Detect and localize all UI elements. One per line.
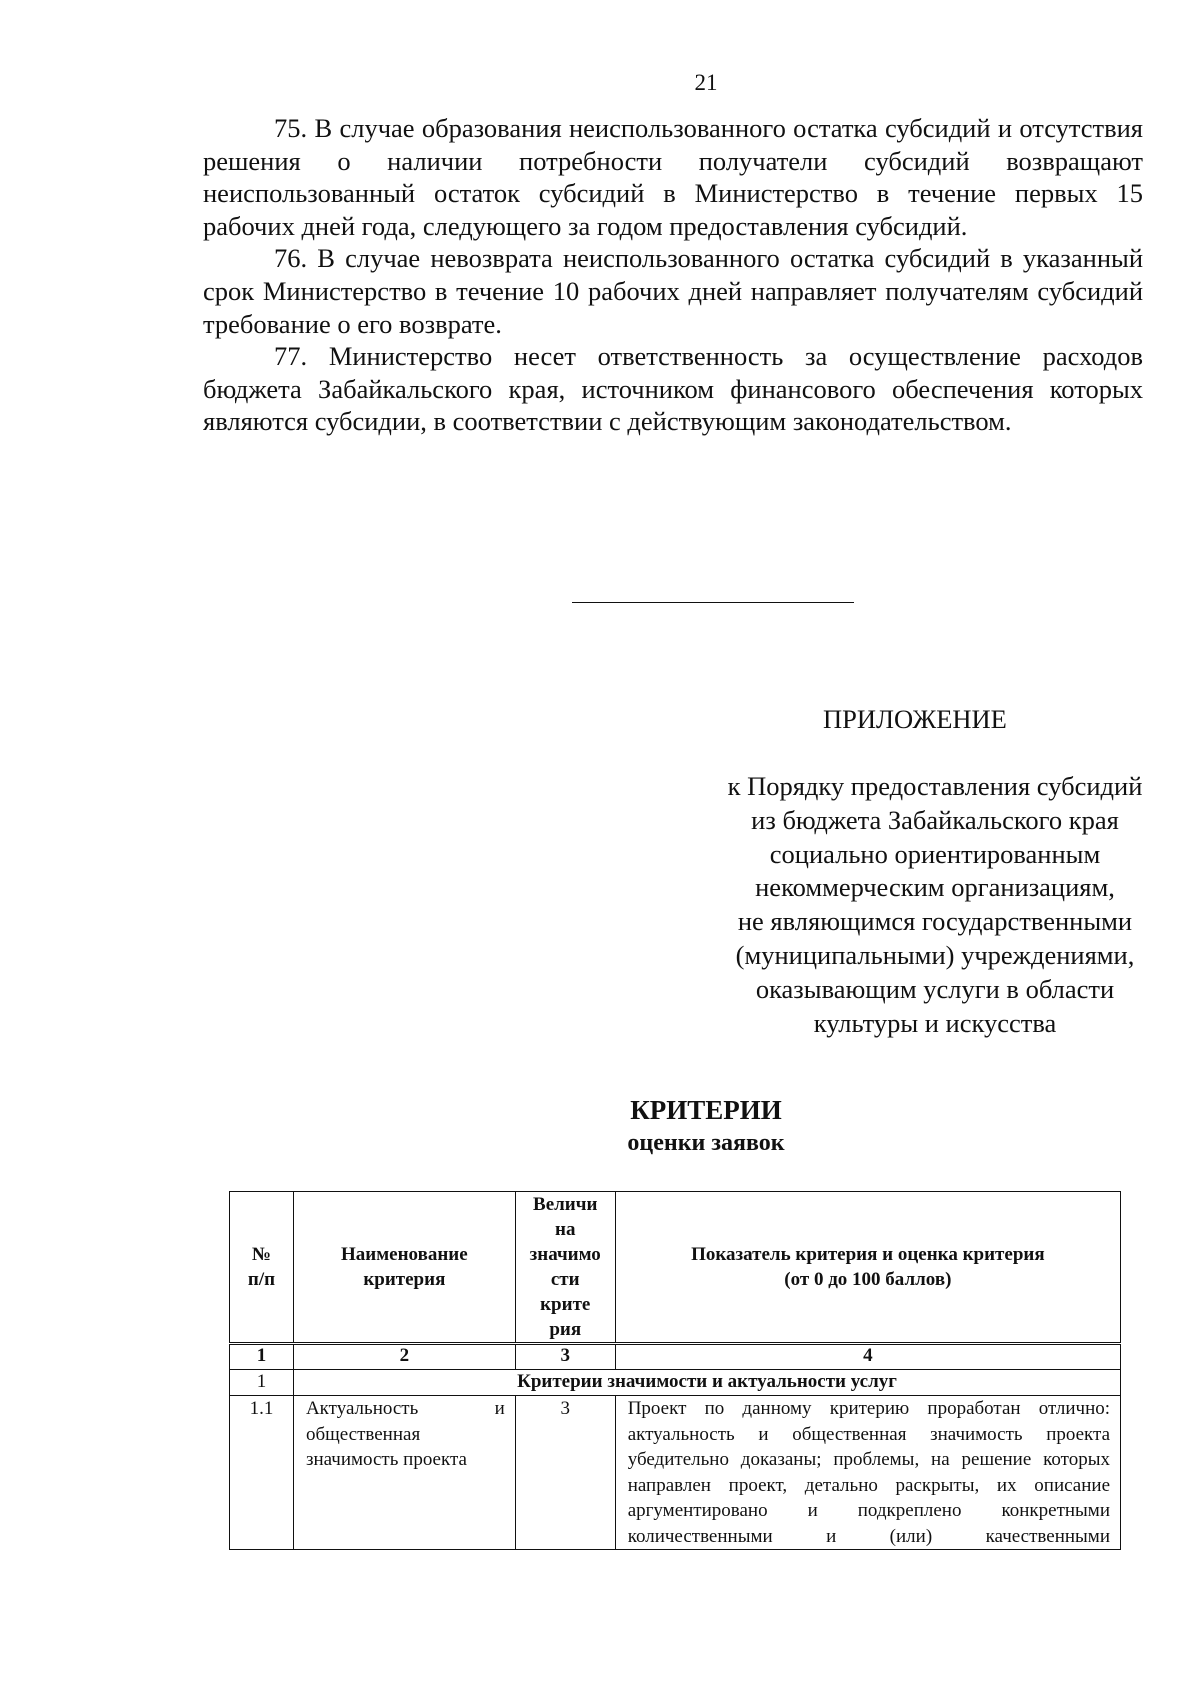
header-weight-line: крите <box>540 1294 591 1315</box>
desc-line: Проект по данному критерию проработан <box>627 1398 1021 1419</box>
header-number-line: п/п <box>247 1269 276 1290</box>
appendix-line: некоммерческим организациям, <box>755 872 1115 903</box>
header-indicator-line: (от 0 до 100 баллов) <box>784 1269 952 1290</box>
header-number-line: № <box>251 1243 272 1265</box>
header-weight-line: сти <box>550 1269 580 1290</box>
header-weight-line: на <box>555 1219 576 1240</box>
table-section-row <box>230 1370 1121 1396</box>
header-weight-line: Величи <box>533 1194 598 1215</box>
paragraph-75: 75. В случае образования неиспользованного остатка субсидий и отсутствия решения о наличии потребности получатели субсидий возвращают неиспользованный остаток субсидий в Министерство в течение первых 15 рабочих дней года, следующего за годом предоставления субсидий. <box>203 113 1143 241</box>
desc-line: отлично: актуальность и общественная <box>627 1398 1111 1445</box>
desc-line: аргументировано и подкреплено конкретными <box>627 1500 1110 1521</box>
appendix-line: к Порядку предоставления субсидий <box>727 771 1143 801</box>
separator-line <box>572 602 854 603</box>
row-criterion-weight: 3 <box>515 1396 615 1550</box>
appendix-subtitle <box>680 770 1190 1040</box>
section-title: Критерии значимости и актуальности услуг <box>293 1370 1120 1396</box>
appendix-line: (муниципальными) учреждениями, <box>735 939 1135 970</box>
desc-line: проблемы, на решение которых направлен <box>627 1449 1110 1496</box>
table-header-row <box>230 1192 1121 1344</box>
criteria-subtitle: оценки заявок <box>627 1130 785 1156</box>
name-line: значимость проекта <box>305 1449 467 1470</box>
page-number: 21 <box>694 70 718 95</box>
header-criterion-weight <box>515 1192 615 1344</box>
desc-line: количественными и (или) качественными <box>627 1525 1110 1547</box>
name-line: общественная <box>305 1423 421 1445</box>
header-number <box>230 1192 294 1344</box>
paragraph-77: 77. Министерство несет ответственность за осуществление расходов бюджета Забайкальского края, источником финансового обеспечения которых являются субсидии, в соответствии с действующим законодательством. <box>203 341 1143 437</box>
row-criterion-description <box>615 1396 1120 1550</box>
table-column-numbers-row <box>230 1344 1121 1370</box>
desc-line: проект, детально раскрыты, их описание <box>728 1474 1110 1496</box>
appendix-line: оказывающим услуги в области <box>755 973 1115 1004</box>
appendix-line: социально ориентированным <box>769 838 1101 869</box>
row-number: 1.1 <box>230 1396 294 1550</box>
column-number: 1 <box>230 1344 294 1370</box>
criteria-table <box>229 1191 1121 1550</box>
appendix-line: не являющимся государственными <box>737 906 1133 937</box>
criteria-title: КРИТЕРИИ <box>630 1095 782 1125</box>
column-number: 2 <box>293 1344 515 1370</box>
desc-line: значимость проекта убедительно доказаны; <box>627 1423 1110 1470</box>
appendix-line: из бюджета Забайкальского края <box>751 804 1119 835</box>
header-indicator-line: Показатель критерия и оценка критерия <box>691 1243 1045 1265</box>
header-weight-line: значимо <box>529 1244 601 1265</box>
header-weight-line: рия <box>549 1319 582 1340</box>
appendix-title: ПРИЛОЖЕНИЕ <box>823 704 1007 734</box>
appendix-line: культуры и искусства <box>813 1007 1057 1038</box>
row-criterion-name <box>293 1396 515 1550</box>
paragraph-76: 76. В случае невозврата неиспользованного остатка субсидий в указанный срок Министерство в течение 10 рабочих дней направляет получателям субсидий требование о его возврате. <box>203 243 1143 339</box>
column-number: 4 <box>615 1344 1120 1370</box>
section-number: 1 <box>230 1370 294 1396</box>
header-criterion-name: Наименование критерия <box>293 1192 515 1344</box>
name-line: Актуальность и <box>305 1398 505 1419</box>
column-number: 3 <box>515 1344 615 1370</box>
table-row <box>230 1396 1121 1550</box>
body-text <box>203 112 1143 438</box>
header-criterion-indicator <box>615 1192 1120 1344</box>
